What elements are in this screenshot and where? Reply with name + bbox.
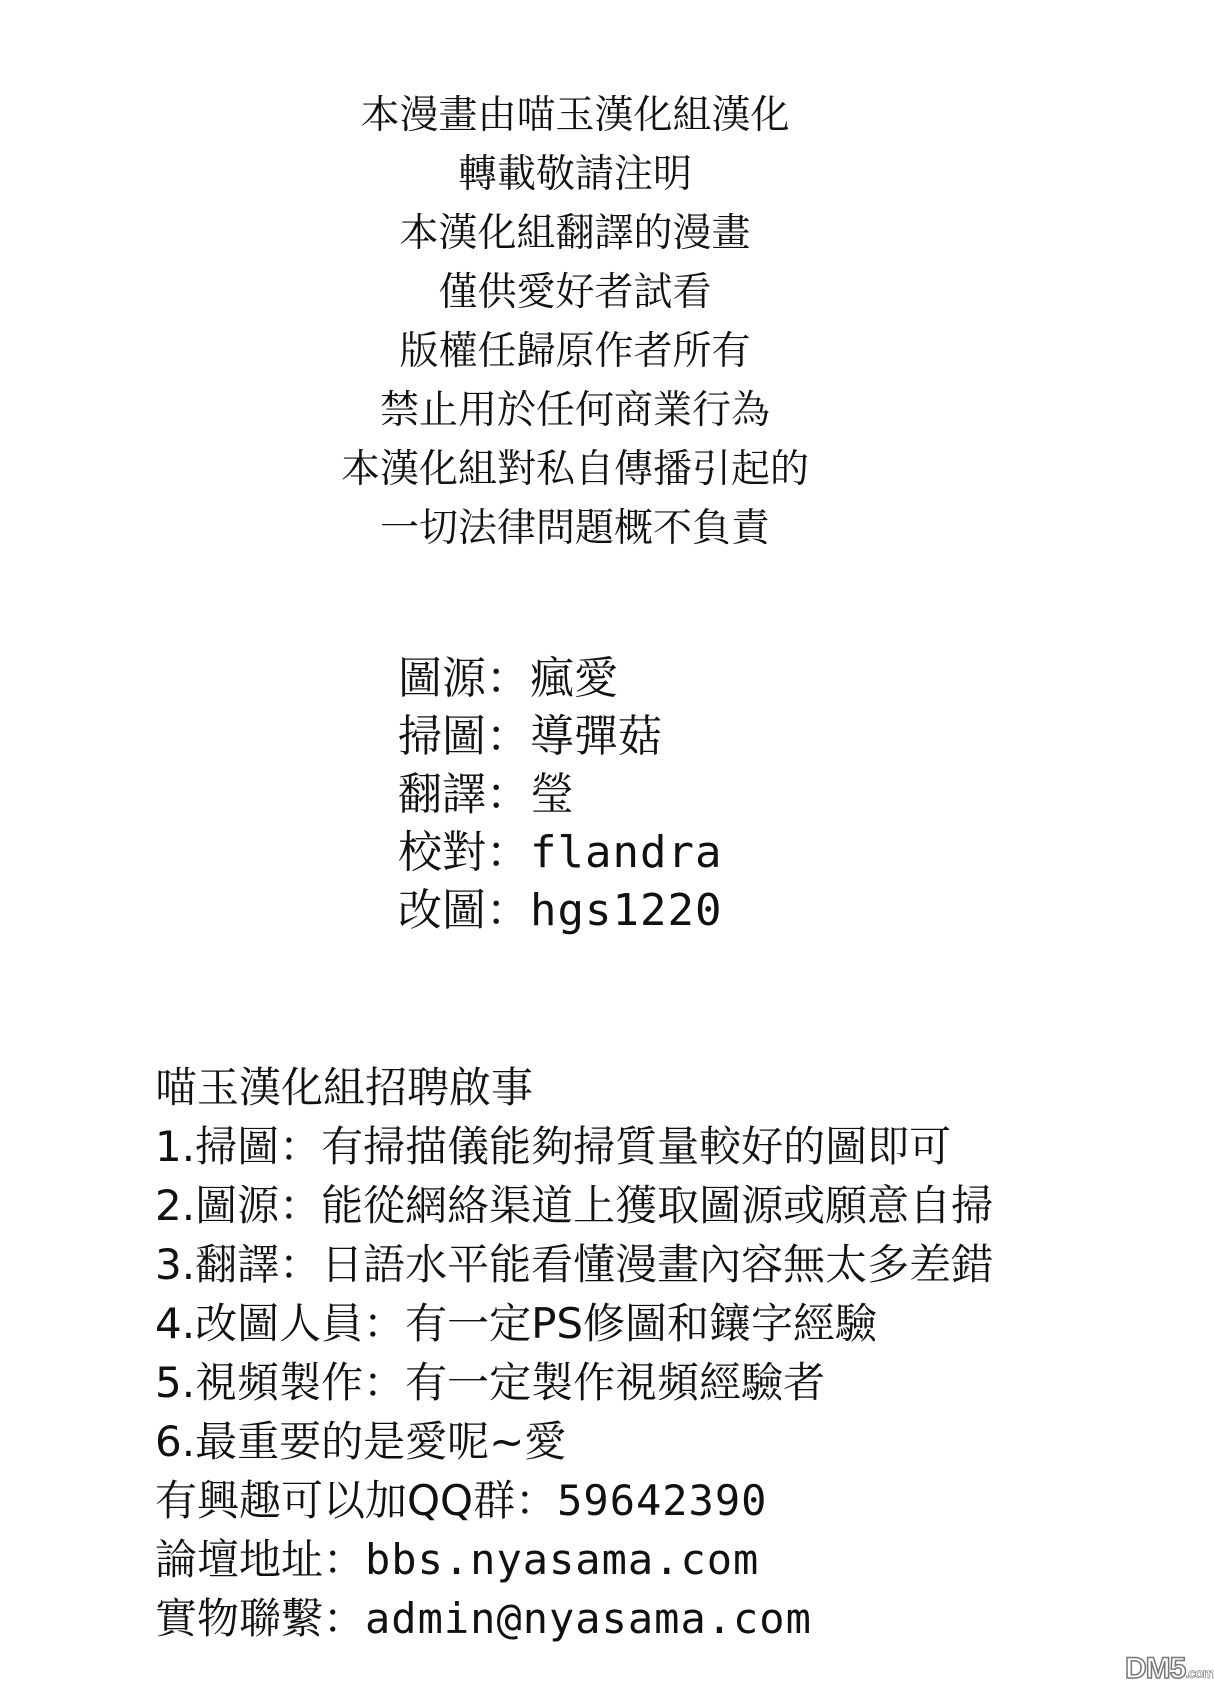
recruitment-item: 3.翻譯：日語水平能看懂漫畫內容無太多差錯 [155, 1240, 994, 1289]
qq-group-line [155, 1471, 993, 1530]
notice-line: 禁止用於任何商業行為 [379, 388, 770, 433]
notice-line: 轉載敬請注明 [457, 152, 692, 197]
recruitment-notice [155, 1058, 993, 1648]
recruitment-item: 2.圖源：能從網絡渠道上獲取圖源或願意自掃 [155, 1181, 994, 1230]
credit-name: flandra [530, 827, 723, 878]
notice-line: 一切法律問題概不負責 [379, 506, 770, 551]
notice-line: 本漢化組對私自傳播引起的 [340, 447, 809, 492]
credit-name: 瑩 [530, 769, 574, 820]
disclaimer-notice [0, 86, 1150, 558]
watermark-suffix: .com [1185, 1665, 1214, 1681]
credit-line [398, 882, 722, 940]
qq-label: 有興趣可以加QQ群： [155, 1476, 558, 1525]
staff-credits [398, 650, 722, 940]
credit-name: 導彈菇 [530, 711, 662, 762]
credit-role: 圖源： [398, 653, 530, 704]
notice-line: 本漫畫由喵玉漢化組漢化 [360, 93, 790, 138]
notice-line: 僅供愛好者試看 [438, 270, 712, 315]
credit-line [398, 650, 722, 708]
watermark-main: DM5 [1125, 1652, 1186, 1685]
forum-line [155, 1530, 993, 1589]
credit-line [398, 824, 722, 882]
recruitment-item: 4.改圖人員：有一定PS修圖和鑲字經驗 [155, 1299, 878, 1348]
recruitment-title: 喵玉漢化組招聘啟事 [155, 1063, 534, 1112]
credit-name: hgs1220 [530, 885, 723, 936]
notice-line: 本漢化組翻譯的漫畫 [399, 211, 751, 256]
credit-line [398, 708, 722, 766]
contact-email: admin@nyasama.com [365, 1594, 812, 1643]
credit-role: 校對： [398, 827, 530, 878]
qq-number: 59642390 [557, 1476, 768, 1525]
recruitment-item: 6.最重要的是愛呢~愛 [155, 1417, 567, 1466]
notice-line: 版權任歸原作者所有 [399, 329, 751, 374]
recruitment-item: 5.視頻製作：有一定製作視頻經驗者 [155, 1358, 826, 1407]
recruitment-item: 1.掃圖：有掃描儀能夠掃質量較好的圖即可 [155, 1122, 952, 1171]
dm5-watermark-logo [1125, 1652, 1214, 1686]
forum-url: bbs.nyasama.com [365, 1535, 760, 1584]
contact-label: 實物聯繫： [155, 1594, 366, 1643]
credit-name: 瘋愛 [530, 653, 618, 704]
credit-role: 改圖： [398, 885, 530, 936]
credit-role: 掃圖： [398, 711, 530, 762]
forum-label: 論壇地址： [155, 1535, 366, 1584]
credit-line [398, 766, 722, 824]
credit-role: 翻譯： [398, 769, 530, 820]
contact-line [155, 1589, 993, 1648]
